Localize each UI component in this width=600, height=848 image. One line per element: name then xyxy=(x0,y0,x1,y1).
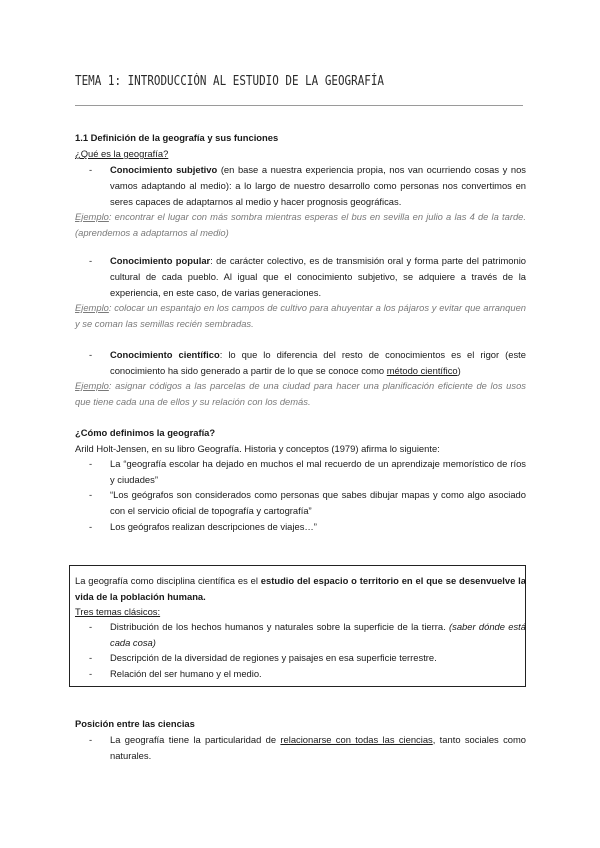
quote-text: La “geografía escolar ha dejado en muchos el mal recuerdo de un aprendizaje memorístico de ríos y ciudades” xyxy=(110,458,526,485)
quote-item xyxy=(89,519,526,535)
bullet-dash: - xyxy=(89,255,93,266)
scientific-method-term: método científico xyxy=(386,364,458,376)
position-item xyxy=(89,732,526,764)
item-label: Conocimiento subjetivo xyxy=(110,164,218,175)
example-text: : asignar códigos a las parcelas de una ciudad para hacer una planificación eficiente de los usos que tiene cada una de ellos y su relación con los demás. xyxy=(75,380,526,407)
section-heading-position: Posición entre las ciencias xyxy=(75,718,195,729)
position-text-post: , tanto sociales como naturales. xyxy=(110,734,526,761)
theme-item xyxy=(89,666,526,682)
position-highlight: relacionarse con todas las ciencias xyxy=(280,734,433,745)
item-text: (en base a nuestra experiencia propia, nos van ocurriendo cosas y nos vamos adaptando al medio): a lo largo de nuestro desarrollo como personas nos convertimos en seres capaces de adaptarnos al medio y hacer prognosis geográficas. xyxy=(110,164,526,207)
theme-text: Descripción de la diversidad de regiones y paisajes en esa superficie terrestre. xyxy=(110,652,437,663)
item-text: : lo que lo diferencia del resto de conocimientos es el rigor (este conocimiento ha sido generado a partir de lo que se conoce como xyxy=(110,349,526,376)
example-text: : colocar un espantajo en los campos de cultivo para ahuyentar a los pájaros y evitar que arranquen y se coman las semillas recién sembradas. xyxy=(75,302,526,329)
bullet-dash: - xyxy=(89,621,93,632)
item-text: : de carácter colectivo, es de transmisión oral y forma parte del patrimonio cultural de cada pueblo. Al igual que el conocimiento subjetivo, se adquiere a través de la experiencia, en este caso, de varias generaciones. xyxy=(110,255,526,298)
page-title: TEMA 1: INTRODUCCIÓN AL ESTUDIO DE LA GEOGRAFÍA xyxy=(75,74,385,89)
example-label: Ejemplo xyxy=(75,211,109,222)
box-definition xyxy=(75,573,526,605)
theme-italic: (saber dónde está cada cosa) xyxy=(110,621,526,648)
item-text-end: ) xyxy=(457,364,461,376)
example-label: Ejemplo xyxy=(75,302,109,313)
item-label: Conocimiento popular xyxy=(110,255,211,266)
bullet-dash: - xyxy=(89,164,93,175)
example-scientific xyxy=(75,378,526,410)
title-divider xyxy=(75,105,523,106)
section-intro: Arild Holt-Jensen, en su libro Geografía. Historia y conceptos (1979) afirma lo siguiente: xyxy=(75,443,440,454)
example-text: : encontrar el lugar con más sombra mientras esperas el bus en sevilla en julio a las 4 de la tarde. (aprendemos a adaptarnos al medio) xyxy=(75,211,526,238)
theme-item xyxy=(89,650,526,666)
item-label: Conocimiento científico xyxy=(110,349,220,360)
bullet-dash: - xyxy=(89,668,93,679)
bullet-dash: - xyxy=(89,349,93,360)
theme-text: Relación del ser humano y el medio. xyxy=(110,668,262,679)
box-bold-definition: estudio del espacio o territorio en el que se desenvuelve la vida de la población humana. xyxy=(75,575,526,602)
box-intro: La geografía como disciplina científica es el xyxy=(75,575,261,586)
section-heading-how-define: ¿Cómo definimos la geografía? xyxy=(75,427,216,438)
bullet-dash: - xyxy=(89,521,93,532)
section-heading-definition: 1.1 Definición de la geografía y sus funciones xyxy=(75,132,279,143)
example-subjective xyxy=(75,209,526,241)
position-text-pre: La geografía tiene la particularidad de xyxy=(110,734,281,745)
quote-text: “Los geógrafos son considerados como personas que sabes dibujar mapas y como algo asociado con el servicio oficial de topografía y cartografía” xyxy=(110,489,526,516)
list-item-popular xyxy=(89,253,526,300)
example-popular xyxy=(75,300,526,332)
bullet-dash: - xyxy=(89,458,93,469)
list-item-subjective xyxy=(89,162,526,209)
themes-title: Tres temas clásicos: xyxy=(75,606,161,617)
example-label: Ejemplo xyxy=(75,380,109,391)
list-item-scientific xyxy=(89,347,526,379)
bullet-dash: - xyxy=(89,489,93,500)
bullet-dash: - xyxy=(89,652,93,663)
question-what-is-geography: ¿Qué es la geografía? xyxy=(75,148,169,159)
quote-item xyxy=(89,456,526,488)
quote-text: Los geógrafos realizan descripciones de viajes…” xyxy=(110,521,317,532)
theme-item xyxy=(89,619,526,651)
quote-item xyxy=(89,487,526,519)
theme-text: Distribución de los hechos humanos y naturales sobre la superficie de la tierra. xyxy=(110,621,450,632)
bullet-dash: - xyxy=(89,734,93,745)
